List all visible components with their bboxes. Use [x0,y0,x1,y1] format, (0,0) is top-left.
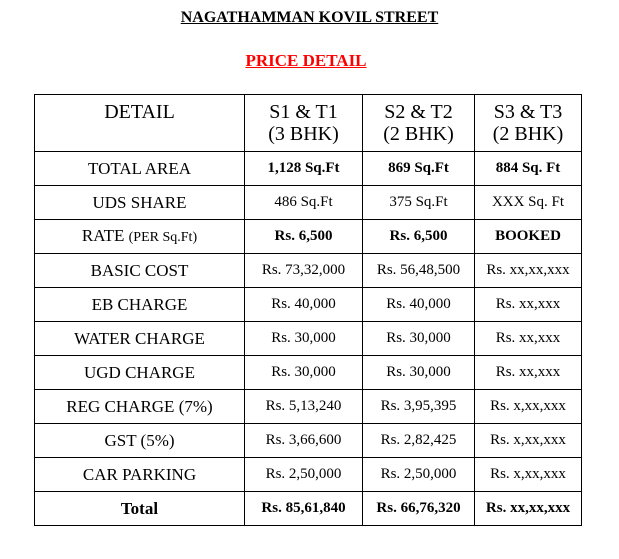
row-label-rate [35,220,245,254]
row-label: REG CHARGE (7%) [35,390,245,424]
cell-value: Rs. 30,000 [245,356,363,390]
cell-value: Rs. 3,95,395 [363,390,475,424]
cell-value: Rs. x,xx,xxx [475,390,582,424]
cell-value: Rs. 6,500 [245,220,363,254]
section-title: PRICE DETAIL [245,51,367,70]
table-row [35,254,582,288]
price-detail-table [34,94,582,526]
table-row [35,186,582,220]
cell-value: Rs. 2,50,000 [363,458,475,492]
cell-value: XXX Sq. Ft [475,186,582,220]
table-row [35,356,582,390]
cell-value: 375 Sq.Ft [363,186,475,220]
header-col-line2: (3 BHK) [268,123,339,145]
table-row [35,424,582,458]
row-label: UDS SHARE [35,186,245,220]
cell-value: Rs. 2,82,425 [363,424,475,458]
row-label: RATE [81,226,125,245]
cell-value: Rs. 6,500 [363,220,475,254]
header-col-line1: S3 & T3 [493,101,563,123]
row-label: GST (5%) [35,424,245,458]
cell-value: Rs. 2,50,000 [245,458,363,492]
cell-value: Rs. 5,13,240 [245,390,363,424]
cell-value: Rs. 30,000 [245,322,363,356]
header-col-s3-t3 [475,95,582,152]
header-col-s1-t1 [245,95,363,152]
cell-value: Rs. 30,000 [363,356,475,390]
row-label: WATER CHARGE [35,322,245,356]
header-col-line1: S2 & T2 [384,101,453,123]
row-label-suffix: (PER Sq.Ft) [128,230,198,245]
cell-total-value: Rs. xx,xx,xxx [475,492,582,526]
cell-value: 884 Sq. Ft [475,152,582,186]
header-col-s2-t2 [363,95,475,152]
cell-value: Rs. xx,xxx [475,356,582,390]
cell-value: Rs. 30,000 [363,322,475,356]
header-detail: DETAIL [35,95,245,152]
cell-value: 1,128 Sq.Ft [245,152,363,186]
row-label: TOTAL AREA [35,152,245,186]
table-total-row [35,492,582,526]
table-row [35,390,582,424]
header-col-line1: S1 & T1 [269,101,338,123]
cell-total-value: Rs. 66,76,320 [363,492,475,526]
row-label: BASIC COST [35,254,245,288]
row-label-total: Total [35,492,245,526]
page-title: NAGATHAMMAN KOVIL STREET [180,9,439,26]
table-row [35,458,582,492]
cell-total-value: Rs. 85,61,840 [245,492,363,526]
cell-value: Rs. xx,xxx [475,322,582,356]
row-label: UGD CHARGE [35,356,245,390]
cell-value: Rs. x,xx,xxx [475,424,582,458]
cell-value: Rs. xx,xx,xxx [475,254,582,288]
table-row [35,152,582,186]
header-col-line2: (2 BHK) [492,123,564,145]
cell-value: Rs. xx,xxx [475,288,582,322]
table-header-row [35,95,582,152]
row-label: EB CHARGE [35,288,245,322]
cell-value: BOOKED [475,220,582,254]
table-row [35,322,582,356]
cell-value: Rs. 73,32,000 [245,254,363,288]
cell-value: 869 Sq.Ft [363,152,475,186]
row-label: CAR PARKING [35,458,245,492]
cell-value: Rs. 3,66,600 [245,424,363,458]
cell-value: Rs. x,xx,xxx [475,458,582,492]
table-row [35,220,582,254]
cell-value: Rs. 40,000 [245,288,363,322]
cell-value: Rs. 40,000 [363,288,475,322]
cell-value: Rs. 56,48,500 [363,254,475,288]
cell-value: 486 Sq.Ft [245,186,363,220]
table-row [35,288,582,322]
header-col-line2: (2 BHK) [383,123,454,145]
